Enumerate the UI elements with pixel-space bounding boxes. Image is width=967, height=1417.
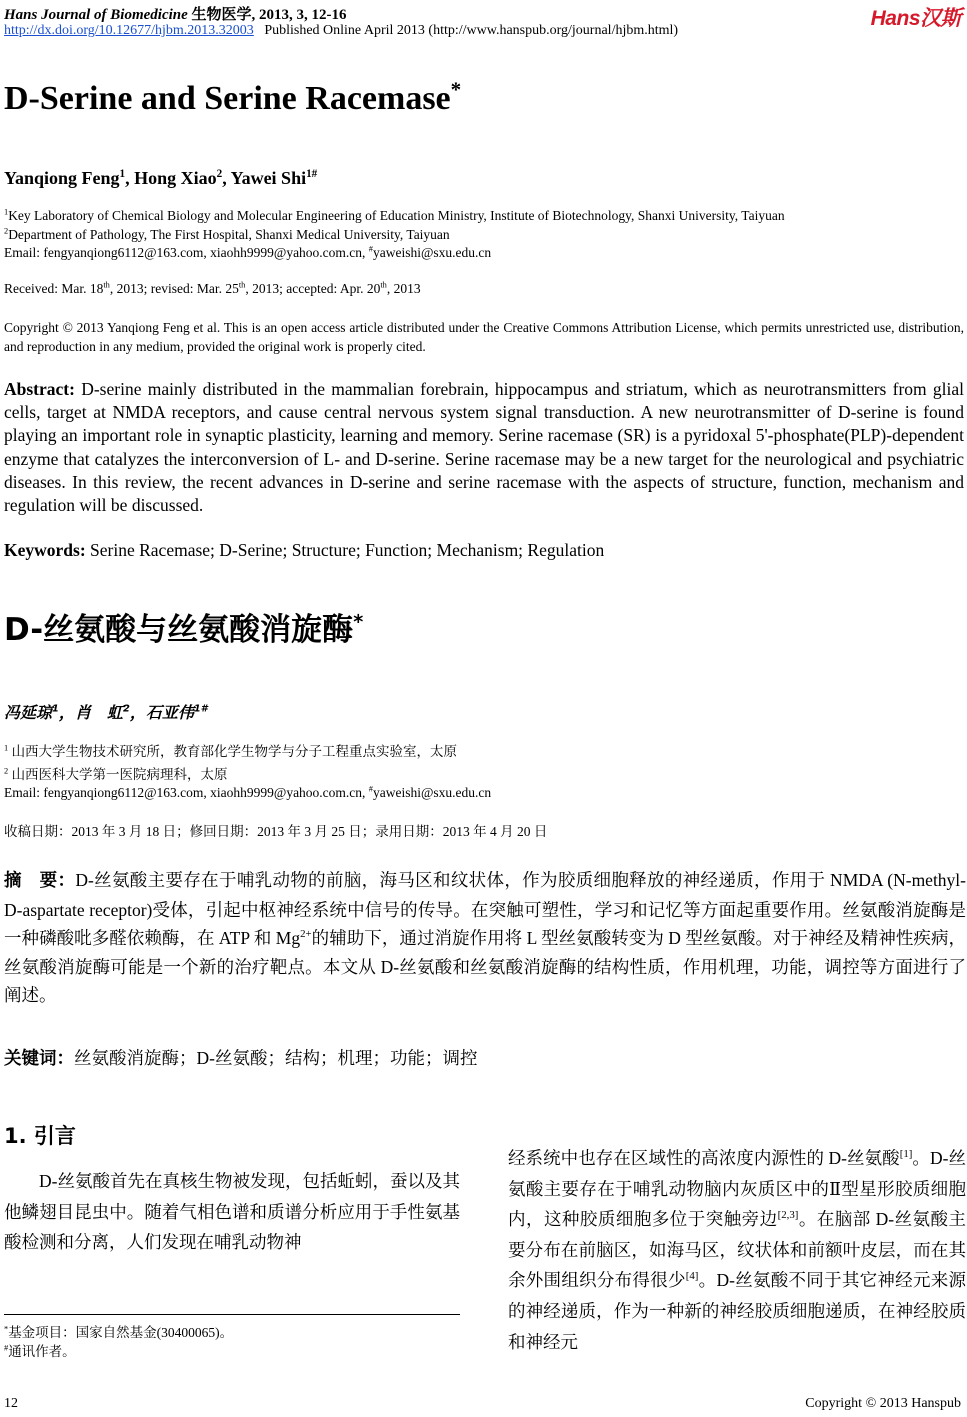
abstract-text-part1: D-丝氨酸主要存在于哺乳动物的前脑，海马区和纹状体，作为胶质细胞释放的神经递质，作用于 NMDA (N-methyl-D-aspartate receptor)受体，引起中枢神经系统中信号的传导。在突触可塑性，学习和记忆等方面起重要作用。丝氨酸消旋酶是一种磷酸吡多醛依赖酶，在 ATP 和 Mg bbox=[4, 870, 966, 949]
copyright-notice: Copyright © 2013 Yanqiong Feng et al. This is an open access article distributed under the Creative Commons Attribution License, which permits unrestricted use, distribution, and reproduction in any medium, provided the original work is properly cited. bbox=[4, 320, 964, 354]
date-sup: th bbox=[380, 280, 387, 290]
keywords-text: Serine Racemase; D-Serine; Structure; Function; Mechanism; Regulation bbox=[85, 540, 605, 560]
paper-title-en bbox=[4, 77, 462, 118]
email-prefix: Email: fengyanqiong6112@163.com, xiaohh9999@yahoo.com.cn, bbox=[4, 785, 369, 800]
author-name: 石亚伟 bbox=[145, 703, 194, 722]
affil-sup: 1 bbox=[4, 743, 9, 753]
abstract-text: D-serine mainly distributed in the mammalian forebrain, hippocampus and striatum, which as neurotransmitters from glial cells, target at NMDA receptors, and cause central nervous system signal transduction. A new neurotransmitter of D-serine is found playing an important role in synaptic plasticity, learning and memory. Serine racemase (SR) is a pyridoxal 5'-phosphate(PLP)-dependent enzyme that catalyzes the interconversion of L- and D-serine. Serine racemase may be a new target for the neurological and psychiatric diseases. In this review, the recent advances in D-serine and serine racemase with the aspects of structure, function, mechanism and regulation will be discussed. bbox=[4, 379, 964, 516]
author-name: 冯延琼 bbox=[4, 703, 53, 722]
email-line-en bbox=[4, 245, 491, 261]
body-text: 。D-丝氨酸主要存在于哺乳动物脑内灰质区中的Ⅱ型星形胶质细胞内，这种胶质细胞多位于突触旁边 bbox=[508, 1148, 967, 1230]
author-name: Yawei Shi bbox=[230, 168, 307, 188]
footnote-text: 基金项目：国家自然基金(30400065)。 bbox=[8, 1325, 234, 1340]
page-number: 12 bbox=[4, 1396, 18, 1411]
footnote-divider bbox=[4, 1314, 460, 1315]
author-separator: ， bbox=[129, 703, 146, 722]
affil-text: 山西大学生物技术研究所，教育部化学生物学与分子工程重点实验室，太原 bbox=[11, 744, 458, 759]
abstract-label: Abstract: bbox=[4, 379, 75, 399]
affiliation-cn bbox=[4, 740, 457, 760]
publication-line bbox=[4, 23, 678, 39]
footnote bbox=[4, 1340, 76, 1360]
date-sup: th bbox=[238, 280, 246, 290]
body-column-right bbox=[508, 1143, 966, 1357]
affiliation-cn bbox=[4, 763, 228, 783]
affil-text: 山西医科大学第一医院病理科，太原 bbox=[11, 767, 228, 782]
body-text: 。在脑部 D-丝氨酸主要分布在前脑区，如海马区，纹状体和前额叶皮层，而在其余外围组织分布得很少 bbox=[508, 1209, 966, 1291]
email-corresponding: yaweishi@sxu.edu.cn bbox=[372, 785, 492, 800]
citation-ref: [2,3] bbox=[777, 1209, 799, 1222]
keywords-text: 丝氨酸消旋酶；D-丝氨酸；结构；机理；功能；调控 bbox=[74, 1048, 478, 1068]
journal-citation: , 2013, 3, 12-16 bbox=[251, 7, 347, 23]
authors-en bbox=[4, 168, 317, 189]
abstract-cn bbox=[4, 866, 966, 1010]
affil-sup: 2 bbox=[4, 766, 9, 776]
published-online: Published Online April 2013 (http://www.hanspub.org/journal/hjbm.html) bbox=[264, 23, 679, 38]
email-prefix: Email: fengyanqiong6112@163.com, xiaohh9999@yahoo.com.cn, bbox=[4, 245, 369, 260]
dates-en bbox=[4, 281, 421, 297]
author-affil-sup: 1# bbox=[306, 168, 318, 180]
author-affil-sup: 2 bbox=[216, 168, 223, 180]
author-separator: , bbox=[222, 168, 231, 188]
date-sup: th bbox=[103, 280, 110, 290]
author-affil-sup: 1 bbox=[52, 703, 59, 715]
date-received: Received: Mar. 18 bbox=[4, 281, 104, 296]
abstract-text-part2: 的辅助下，通过消旋作用将 L 型丝氨酸转变为 D 型丝氨酸。对于神经及精神性疾病，丝氨酸消旋酶可能是一个新的治疗靶点。本文从 D-丝氨酸和丝氨酸消旋酶的结构性质，作用机理，功能，调控等方面进行了阐述。 bbox=[4, 928, 966, 1006]
abstract-label: 摘 要： bbox=[4, 871, 76, 891]
title-text: D-Serine and Serine Racemase bbox=[4, 80, 451, 117]
footnote-mark: # bbox=[4, 1343, 9, 1353]
affiliation-en bbox=[4, 227, 450, 243]
keywords-label: Keywords: bbox=[4, 540, 86, 560]
author-name: Yanqiong Feng bbox=[4, 168, 120, 188]
authors-cn bbox=[4, 700, 208, 723]
footnote-text: 通讯作者。 bbox=[8, 1344, 76, 1359]
mg-charge-sup: 2+ bbox=[300, 928, 312, 941]
affiliation-en bbox=[4, 208, 785, 224]
email-mark: # bbox=[368, 244, 373, 254]
author-name: Hong Xiao bbox=[134, 168, 217, 188]
date-year: , 2013 bbox=[386, 281, 421, 296]
publisher-logo: Hans汉斯 bbox=[870, 7, 961, 30]
section-heading: 1. 引言 bbox=[4, 1124, 76, 1148]
citation-ref: [4] bbox=[685, 1270, 699, 1283]
author-name: 肖 虹 bbox=[74, 703, 123, 722]
keywords-label: 关键词： bbox=[4, 1049, 74, 1069]
email-corresponding: yaweishi@sxu.edu.cn bbox=[372, 245, 492, 260]
dates-cn: 收稿日期：2013 年 3 月 18 日；修回日期：2013 年 3 月 25 日；录用日期：2013 年 4 月 20 日 bbox=[4, 824, 548, 839]
affil-text: Key Laboratory of Chemical Biology and Molecular Engineering of Education Ministry, Institute of Biotechnology, Shanxi University, Taiyuan bbox=[8, 208, 785, 223]
abstract-en bbox=[4, 378, 964, 517]
paper-title-cn bbox=[4, 604, 363, 649]
journal-header bbox=[4, 3, 347, 24]
body-column-left: D-丝氨酸首先在真核生物被发现，包括蚯蚓，蚕以及其他鳞翅目昆虫中。随着气相色谱和质谱分析应用于手性氨基酸检测和分离，人们发现在哺乳动物神 bbox=[4, 1171, 460, 1253]
keywords-en bbox=[4, 540, 604, 561]
keywords-cn bbox=[4, 1045, 477, 1070]
author-affil-sup: 1# bbox=[193, 703, 208, 715]
email-mark: # bbox=[368, 784, 373, 794]
email-line-cn bbox=[4, 785, 491, 801]
title-text: D-丝氨酸与丝氨酸消旋酶 bbox=[4, 612, 354, 648]
author-affil-sup: 2 bbox=[122, 703, 130, 715]
author-separator: , bbox=[125, 168, 135, 188]
title-footnote-mark: * bbox=[450, 77, 462, 102]
doi-link[interactable]: http://dx.doi.org/10.12677/hjbm.2013.32003 bbox=[4, 23, 254, 38]
journal-name-en: Hans Journal of Biomedicine bbox=[4, 7, 188, 23]
footnote bbox=[4, 1321, 233, 1341]
affil-text: Department of Pathology, The First Hospital, Shanxi Medical University, Taiyuan bbox=[8, 227, 450, 242]
date-accepted: , 2013; accepted: Apr. 20 bbox=[245, 281, 381, 296]
body-text: 。D-丝氨酸不同于其它神经元来源的神经递质，作为一种新的神经胶质细胞递质，在神经胶质和神经元 bbox=[508, 1270, 966, 1352]
journal-name-cn: 生物医学 bbox=[191, 7, 252, 23]
title-footnote-mark: * bbox=[353, 610, 364, 634]
author-separator: ， bbox=[58, 703, 75, 722]
affil-sup: 2 bbox=[4, 226, 9, 236]
date-revised: , 2013; revised: Mar. 25 bbox=[109, 281, 239, 296]
footnote-mark: * bbox=[4, 1324, 9, 1334]
citation-ref: [1] bbox=[899, 1148, 913, 1161]
body-text: 经系统中也存在区域性的高浓度内源性的 D-丝氨酸 bbox=[508, 1148, 900, 1168]
author-affil-sup: 1 bbox=[119, 168, 126, 180]
footer-copyright: Copyright © 2013 Hanspub bbox=[805, 1396, 961, 1411]
affil-sup: 1 bbox=[4, 207, 9, 217]
